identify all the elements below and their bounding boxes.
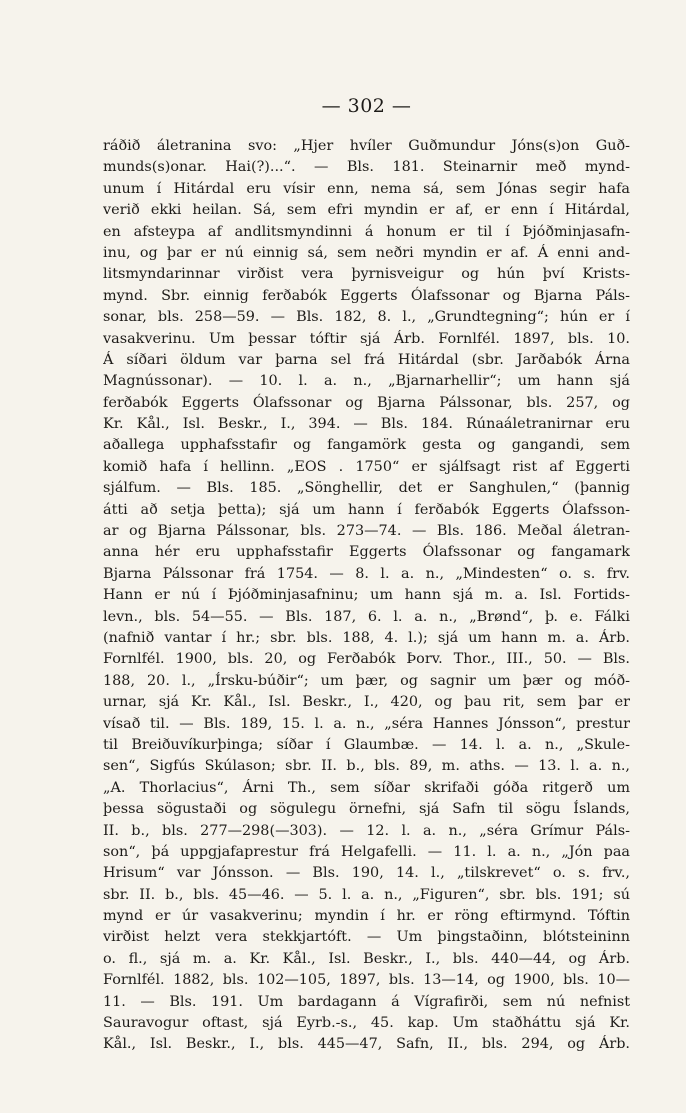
- text-line: Fornlfél. 1900, bls. 20, og Ferðabók Þorv. Thor., III., 50. — Bls.: [103, 651, 630, 668]
- text-line: son“, þá uppgjafaprestur frá Helgafelli. — 11. l. a. n., „Jón paa: [103, 843, 630, 860]
- text-line: munds(s)onar. Hai(?)...“. — Bls. 181. Steinarnir með mynd-: [103, 159, 630, 176]
- text-line: sjálfum. — Bls. 185. „Sönghellir, det er Sanghulen,“ (þannig: [103, 480, 630, 497]
- text-line: 11. — Bls. 191. Um bardagann á Vígrafirði, sem nú nefnist: [103, 993, 630, 1010]
- text-line: Sauravogur oftast, sjá Eyrb.-s., 45. kap. Um staðháttu sjá Kr.: [103, 1015, 630, 1032]
- text-line: levn., bls. 54—55. — Bls. 187, 6. l. a. n., „Brønd“, þ. e. Fálki: [103, 608, 630, 625]
- text-line: urnar, sjá Kr. Kål., Isl. Beskr., I., 420, og þau rit, sem þar er: [103, 694, 630, 711]
- text-line: (nafnið vantar í hr.; sbr. bls. 188, 4. l.); sjá um hann m. a. Árb.: [103, 629, 630, 646]
- page-number: — 302 —: [321, 95, 412, 117]
- text-line: Bjarna Pálssonar frá 1754. — 8. l. a. n., „Mindesten“ o. s. frv.: [103, 565, 630, 582]
- text-line: virðist helzt vera stekkjartóft. — Um þingstaðinn, blótsteininn: [103, 929, 630, 946]
- text-line: o. fl., sjá m. a. Kr. Kål., Isl. Beskr., I., bls. 440—44, og Árb.: [103, 950, 630, 967]
- text-line: inu, og þar er nú einnig sá, sem neðri myndin er af. Á enni and-: [103, 244, 630, 261]
- text-line: Kr. Kål., Isl. Beskr., I., 394. — Bls. 184. Rúnaáletranirnar eru: [103, 416, 630, 433]
- text-line: ferðabók Eggerts Ólafssonar og Bjarna Pálssonar, bls. 257, og: [103, 394, 630, 411]
- text-line: mynd. Sbr. einnig ferðabók Eggerts Ólafssonar og Bjarna Páls-: [103, 287, 630, 304]
- text-line: Á síðari öldum var þarna sel frá Hitárdal (sbr. Jarðabók Árna: [103, 351, 630, 368]
- text-line: mynd er úr vasakverinu; myndin í hr. er röng eftirmynd. Tóftin: [103, 908, 630, 925]
- text-line: ráðið áletranina svo: „Hjer hvíler Guðmundur Jóns(s)on Guð-: [103, 138, 630, 154]
- text-line: verið ekki heilan. Sá, sem efri myndin er af, er enn í Hitárdal,: [103, 202, 630, 219]
- text-line: þessa sögustaði og sögulegu örnefni, sjá Safn til sögu Íslands,: [103, 801, 630, 818]
- text-line: sbr. II. b., bls. 45—46. — 5. l. a. n., „Figuren“, sbr. bls. 191; sú: [103, 886, 630, 903]
- text-line: Hrisum“ var Jónsson. — Bls. 190, 14. l., „tilskrevet“ o. s. frv.,: [103, 865, 630, 882]
- text-line: 188, 20. l., „Írsku-búðir“; um þær, og sagnir um þær og móð-: [103, 672, 630, 689]
- text-line: átti að setja þetta); sjá um hann í ferðabók Eggerts Ólafsson-: [103, 501, 630, 518]
- text-line: litsmyndarinnar virðist vera þyrnisveigur og hún því Krists-: [103, 266, 630, 283]
- text-line: til Breiðuvíkurþinga; síðar í Glaumbæ. — 14. l. a. n., „Skule-: [103, 736, 630, 753]
- text-line: Magnússonar). — 10. l. a. n., „Bjarnarhellir“; um hann sjá: [103, 373, 630, 390]
- text-line: Fornlfél. 1882, bls. 102—105, 1897, bls. 13—14, og 1900, bls. 10—: [103, 972, 630, 989]
- text-line: ar og Bjarna Pálssonar, bls. 273—74. — Bls. 186. Meðal áletran-: [103, 523, 630, 540]
- text-line: sen“, Sigfús Skúlason; sbr. II. b., bls. 89, m. aths. — 13. l. a. n.,: [103, 758, 630, 775]
- text-line: aðallega upphafsstafir og fangamörk gesta og gangandi, sem: [103, 437, 630, 454]
- text-line: unum í Hitárdal eru vísir enn, nema sá, sem Jónas segir hafa: [103, 180, 630, 197]
- text-line: Kål., Isl. Beskr., I., bls. 445—47, Safn, II., bls. 294, og Árb.: [103, 1036, 630, 1053]
- text-line: vasakverinu. Um þessar tóftir sjá Árb. Fornlfél. 1897, bls. 10.: [103, 330, 630, 347]
- body-text: [103, 136, 630, 1056]
- text-line: II. b., bls. 277—298(—303). — 12. l. a. n., „séra Grímur Páls-: [103, 822, 630, 839]
- text-line: en afsteypa af andlitsmyndinni á honum er til í Þjóðminjasafn-: [103, 223, 630, 240]
- text-line: anna hér eru upphafsstafir Eggerts Ólafssonar og fangamark: [103, 544, 630, 561]
- text-line: Hann er nú í Þjóðminjasafninu; um hann sjá m. a. Isl. Fortids-: [103, 587, 630, 604]
- text-line: komið hafa í hellinn. „EOS . 1750“ er sjálfsagt rist af Eggerti: [103, 458, 630, 475]
- text-line: „A. Thorlacius“, Árni Th., sem síðar skrifaði góða ritgerð um: [103, 779, 630, 796]
- text-line: sonar, bls. 258—59. — Bls. 182, 8. l., „Grundtegning“; hún er í: [103, 309, 630, 326]
- text-line: vísað til. — Bls. 189, 15. l. a. n., „séra Hannes Jónsson“, prestur: [103, 715, 630, 732]
